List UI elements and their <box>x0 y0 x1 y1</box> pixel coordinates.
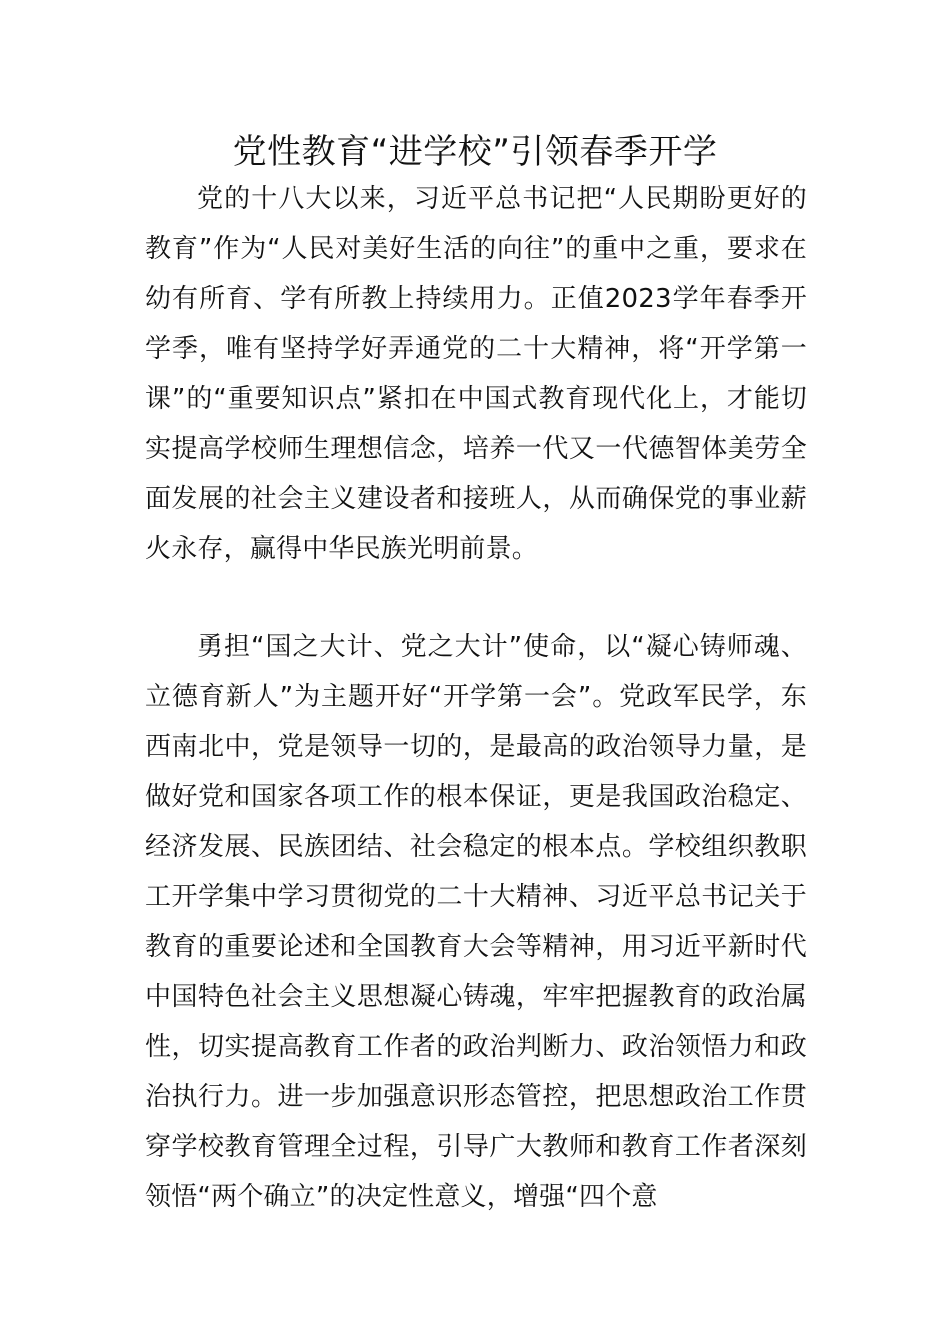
paragraph-2: 勇担“国之大计、党之大计”使命，以“凝心铸师魂、立德育新人”为主题开好“开学第一会”。党政军民学，东西南北中，党是领导一切的，是最高的政治领导力量，是做好党和国家各项工作的根本保证，更是我国政治稳定、经济发展、民族团结、社会稳定的根本点。学校组织教职工开学集中学习贯彻党的二十大精神、习近平总书记关于教育的重要论述和全国教育大会等精神，用习近平新时代中国特色社会主义思想凝心铸魂，牢牢把握教育的政治属性，切实提高教育工作者的政治判断力、政治领悟力和政治执行力。进一步加强意识形态管控，把思想政治工作贯穿学校教育管理全过程，引导广大教师和教育工作者深刻领悟“两个确立”的决定性意义，增强“四个意 <box>145 632 807 1212</box>
document-title: 党性教育“进学校”引领春季开学 <box>232 132 718 172</box>
paragraph-1: 党的十八大以来，习近平总书记把“人民期盼更好的教育”作为“人民对美好生活的向往”的重中之重，要求在幼有所育、学有所教上持续用力。正值2023学年春季开学季，唯有坚持学好弄通党的二十大精神，将“开学第一课”的“重要知识点”紧扣在中国式教育现代化上，才能切实提高学校师生理想信念，培养一代又一代德智体美劳全面发展的社会主义建设者和接班人，从而确保党的事业薪火永存，赢得中华民族光明前景。 <box>145 184 807 564</box>
